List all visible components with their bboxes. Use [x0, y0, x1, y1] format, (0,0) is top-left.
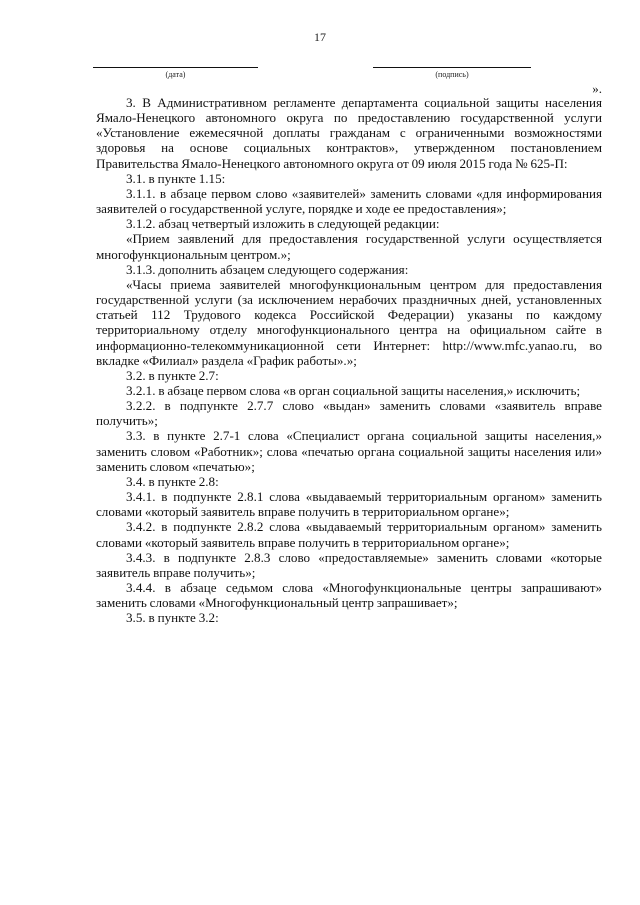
- closing-quote: ».: [592, 81, 602, 96]
- paragraph-quote-priem: «Прием заявлений для предоставления государственной услуги осуществляется многофункциональным центром.»;: [96, 231, 602, 262]
- paragraph-3-3: 3.3. в пункте 2.7-1 слова «Специалист органа социальной защиты населения,» заменить словом «Работник»; слова «печатью органа социальной защиты населения или» заменить словом «печатью»;: [96, 428, 602, 474]
- paragraph-3-4-1: 3.4.1. в подпункте 2.8.1 слова «выдаваемый территориальным органом» заменить словами «который заявитель вправе получить в территориальном органе»;: [96, 489, 602, 520]
- paragraph-3-1: 3.1. в пункте 1.15:: [126, 170, 226, 186]
- paragraph-3-1-3: 3.1.3. дополнить абзацем следующего содержания:: [126, 261, 409, 277]
- paragraph-3-1-1: 3.1.1. в абзаце первом слово «заявителей» заменить словами «для информирования заявителей о государственной услуге, порядке и ходе ее предоставления»;: [96, 185, 602, 217]
- paragraph-3-2-2: 3.2.2. в подпункте 2.7.7 слово «выдан» заменить словами «заявитель вправе получить»;: [96, 398, 602, 429]
- paragraph-quote-hours: «Часы приема заявителей многофункциональным центром для предоставления государственной услуги (за исключением нерабочих праздничных дней, установленных статьей 112 Трудового кодекса Российской Федерации) указаны по каждому территориальному отделу многофункционального центра на официальном сайте в информационно-телекоммуникационной сети Интернет: http://www.mfc.yanao.ru, во вкладке «Филиал» раздела «График работы».»;: [96, 276, 602, 368]
- sign-caption: (подпись): [435, 70, 469, 79]
- date-caption: (дата): [165, 70, 186, 79]
- paragraph-3-5: 3.5. в пункте 3.2:: [126, 610, 219, 626]
- paragraph-3-2-1: 3.2.1. в абзаце первом слова «в орган социальной защиты населения,» исключить;: [126, 382, 581, 398]
- paragraph-3-4-4: 3.4.4. в абзаце седьмом слова «Многофункциональные центры запрашивают» заменить словами «Многофункциональный центр запрашивает»;: [96, 580, 602, 611]
- date-signature-line: [93, 67, 258, 68]
- paragraph-3-4: 3.4. в пункте 2.8:: [126, 473, 219, 489]
- paragraph-3: 3. В Административном регламенте департамента социальной защиты населения Ямало-Ненецкого автономного округа по предоставлению государственной услуги «Установление ежемесячной доплаты гражданам с ограниченными возможностями здоровья на основе социальных контрактов», утвержденном постановлением Правительства Ямало-Ненецкого автономного округа от 09 июля 2015 года № 625-П:: [96, 95, 602, 171]
- paragraph-3-1-2: 3.1.2. абзац четвертый изложить в следующей редакции:: [126, 216, 440, 232]
- document-body: [96, 95, 602, 625]
- page-number: 17: [314, 30, 326, 44]
- paragraph-3-4-2: 3.4.2. в подпункте 2.8.2 слова «выдаваемый территориальным органом» заменить словами «который заявитель вправе получить в территориальном органе»;: [96, 519, 602, 550]
- paragraph-3-4-3: 3.4.3. в подпункте 2.8.3 слово «предоставляемые» заменить словами «которые заявитель вправе получить»;: [96, 549, 602, 580]
- sign-signature-line: [373, 67, 531, 68]
- paragraph-3-2: 3.2. в пункте 2.7:: [126, 367, 219, 383]
